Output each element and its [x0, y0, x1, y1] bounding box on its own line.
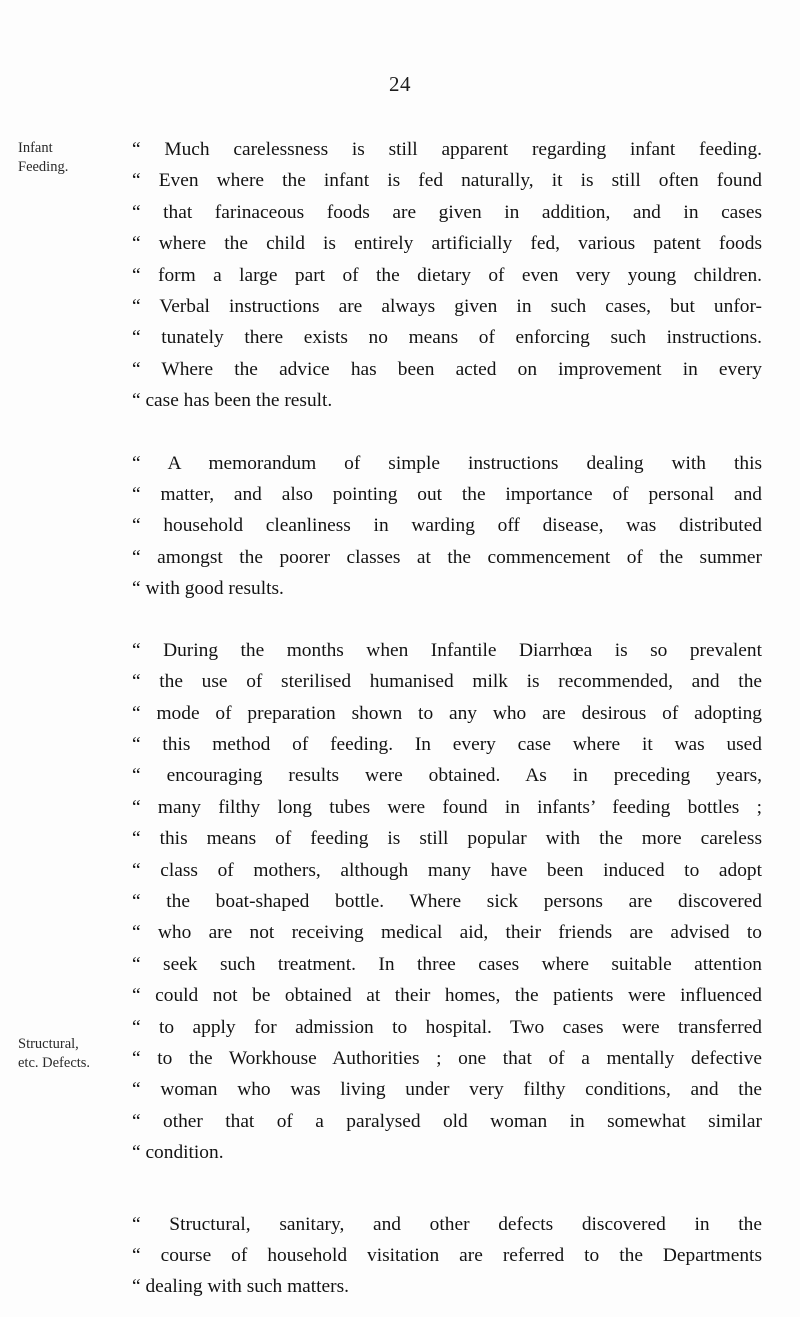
text-line: “ the boat-shaped bottle. Where sick persons are discovered: [132, 890, 762, 912]
paragraph-diarrhoea: [132, 635, 762, 1169]
text-line: “ matter, and also pointing out the importance of personal and: [132, 484, 762, 506]
text-line: “ mode of preparation shown to any who are desirous of adopting: [132, 702, 762, 724]
text-line: “ form a large part of the dietary of even very young children.: [132, 264, 762, 286]
paragraph-memorandum: [132, 448, 762, 605]
text-line: “ seek such treatment. In three cases where suitable attention: [132, 953, 762, 975]
text-line: “ course of household visitation are referred to the Departments: [132, 1245, 762, 1266]
text-line: “ that farinaceous foods are given in addition, and in cases: [132, 201, 762, 223]
margin-note-structural: [18, 1035, 114, 1074]
paragraph-infant-feeding: [132, 134, 762, 417]
page-number: 24: [389, 72, 411, 96]
text-line: “ to the Workhouse Authorities ; one that of a mentally defective: [132, 1047, 762, 1069]
text-line: “ who are not receiving medical aid, their friends are advised to: [132, 922, 762, 944]
text-line: “ could not be obtained at their homes, the patients were influenced: [132, 985, 762, 1007]
margin-note-line-2: etc. Defects.: [18, 1055, 91, 1072]
text-line: “ encouraging results were obtained. As in preceding years,: [132, 765, 762, 787]
margin-note-line-1: Infant: [18, 140, 53, 156]
text-line: “ where the child is entirely artificially fed, various patent foods: [132, 233, 762, 255]
text-line: “ Much carelessness is still apparent regarding infant feeding.: [132, 139, 762, 160]
text-line: “ this method of feeding. In every case where it was used: [132, 733, 762, 755]
text-line: “ household cleanliness in warding off disease, was distributed: [132, 515, 762, 537]
margin-note-line-2: Feeding.: [18, 159, 69, 176]
text-line: “ During the months when Infantile Diarrhœa is so prevalent: [132, 639, 762, 661]
text-line: “ this means of feeding is still popular with the more careless: [132, 828, 762, 850]
text-line: “ tunately there exists no means of enforcing such instructions.: [132, 327, 762, 349]
text-line: “ woman who was living under very filthy conditions, and the: [132, 1079, 762, 1101]
text-line: “ the use of sterilised humanised milk is recommended, and the: [132, 671, 762, 693]
text-line: “ to apply for admission to hospital. Two cases were transferred: [132, 1016, 762, 1038]
margin-note-infant-feeding: [18, 139, 114, 178]
text-line: “ A memorandum of simple instructions dealing with this: [132, 452, 762, 474]
text-line: “ Even where the infant is fed naturally, it is still often found: [132, 170, 762, 192]
text-line: “ other that of a paralysed old woman in somewhat similar: [132, 1110, 762, 1132]
text-line: “ with good results.: [132, 578, 284, 600]
text-line: “ many filthy long tubes were found in infants’ feeding bottles ;: [132, 796, 762, 818]
text-line: “ Structural, sanitary, and other defects discovered in the: [132, 1213, 762, 1235]
text-line: “ Verbal instructions are always given in such cases, but unfor-: [132, 296, 762, 318]
text-line: “ dealing with such matters.: [132, 1276, 350, 1298]
text-line: “ class of mothers, although many have been induced to adopt: [132, 859, 762, 881]
text-line: “ condition.: [132, 1142, 224, 1164]
paragraph-structural: [132, 1209, 762, 1303]
text-line: “ Where the advice has been acted on improvement in every: [132, 358, 762, 380]
body-text-column: [132, 134, 762, 1303]
text-line: “ amongst the poorer classes at the commencement of the summer: [132, 546, 762, 568]
text-line: “ case has been the result.: [132, 390, 333, 412]
margin-note-line-1: Structural,: [18, 1036, 79, 1052]
